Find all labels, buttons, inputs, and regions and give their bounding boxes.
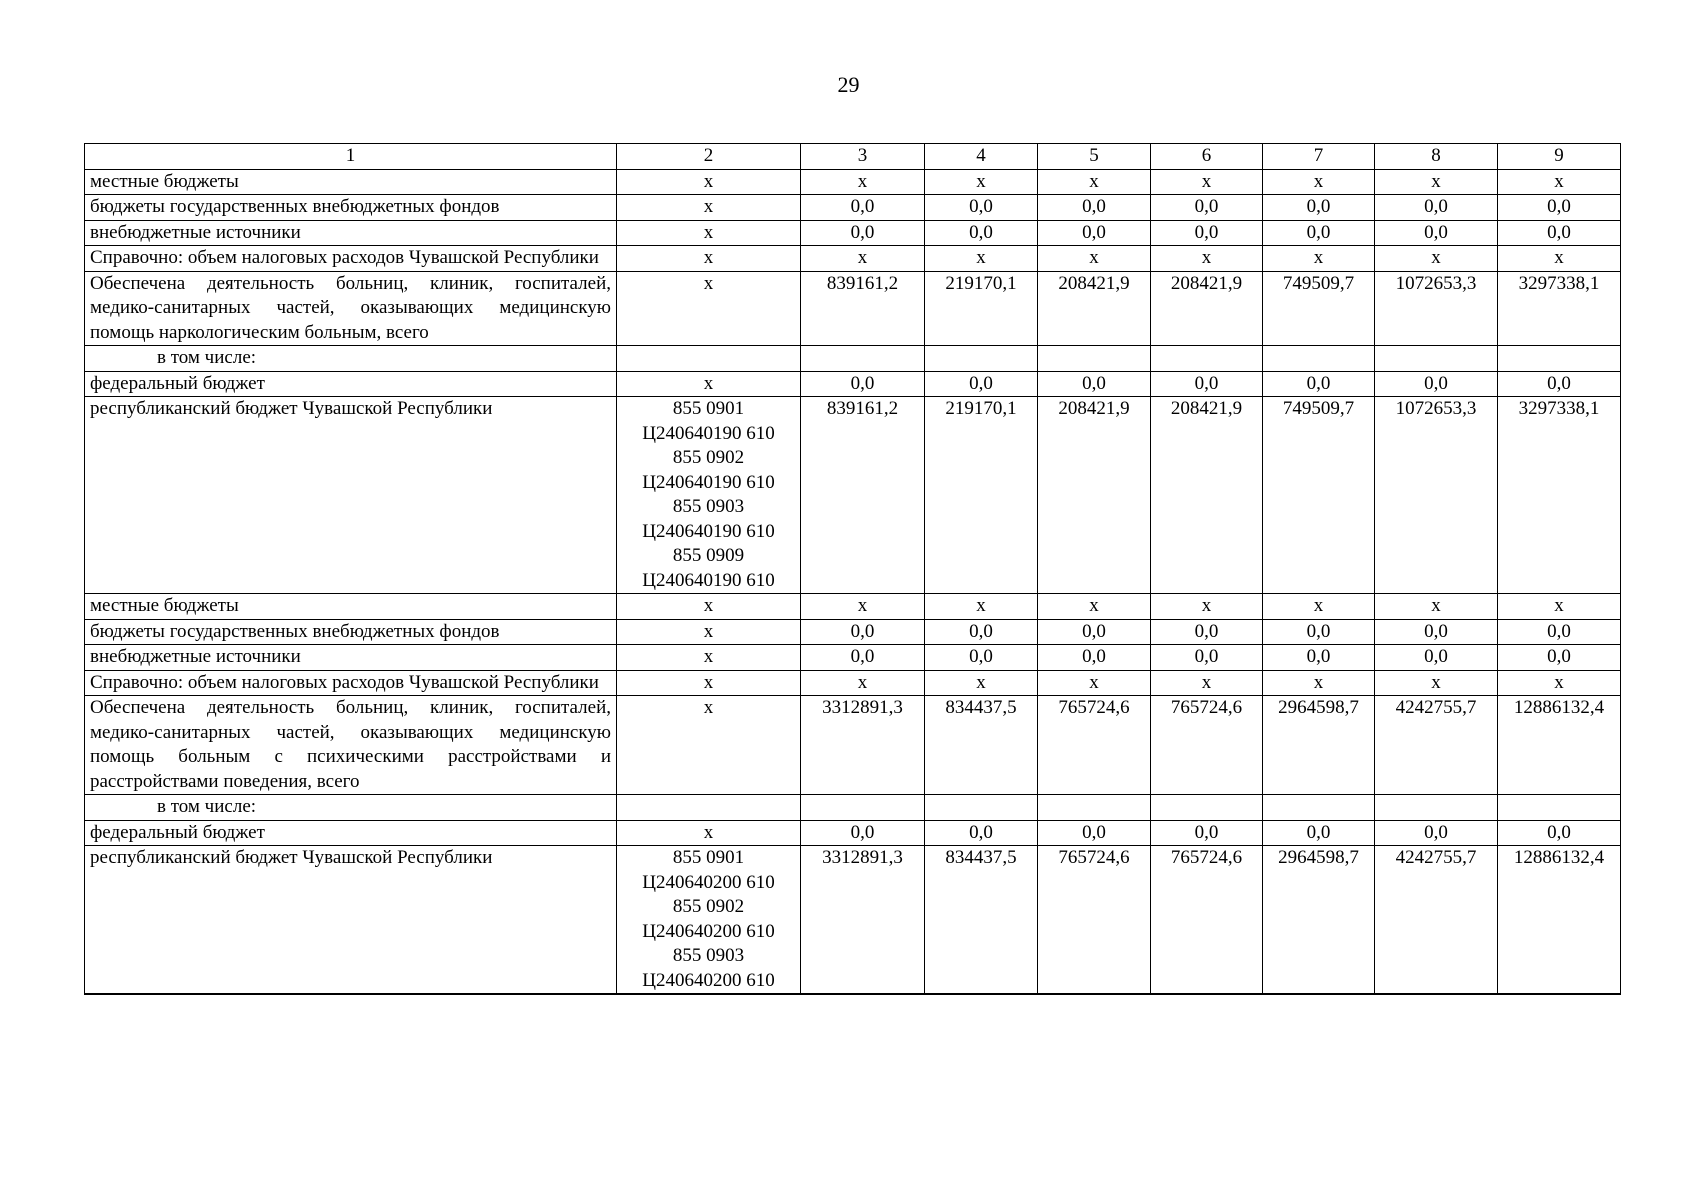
value-cell-col-3 <box>801 795 925 821</box>
value-cell-col-8: 1072653,3 <box>1375 271 1498 346</box>
value-cell-col-3: x <box>801 169 925 195</box>
budget-code: 855 0903 <box>672 945 745 966</box>
table-row <box>85 246 1621 272</box>
value-cell-col-5: 0,0 <box>1038 220 1151 246</box>
value-cell-col-6: 765724,6 <box>1151 846 1263 995</box>
budget-code: x <box>703 595 714 616</box>
budget-table-body <box>85 144 1621 995</box>
row-label: бюджеты государственных внебюджетных фондов <box>85 195 617 221</box>
budget-code-cell <box>617 169 801 195</box>
value-cell-col-8 <box>1375 795 1498 821</box>
table-row <box>85 346 1621 372</box>
column-number: 6 <box>1151 144 1263 170</box>
value-cell-col-4: 0,0 <box>925 820 1038 846</box>
value-cell-col-5 <box>1038 346 1151 372</box>
column-number-row <box>85 144 1621 170</box>
value-cell-col-9: 0,0 <box>1498 220 1621 246</box>
table-row <box>85 220 1621 246</box>
table-row <box>85 645 1621 671</box>
budget-code: x <box>703 372 714 394</box>
value-cell-col-4: x <box>925 246 1038 272</box>
value-cell-col-8: 4242755,7 <box>1375 846 1498 995</box>
value-cell-col-7: 749509,7 <box>1263 397 1375 594</box>
value-cell-col-3: 0,0 <box>801 820 925 846</box>
budget-code: x <box>703 221 714 243</box>
budget-code: x <box>703 671 714 693</box>
value-cell-col-6: 0,0 <box>1151 371 1263 397</box>
column-number: 4 <box>925 144 1038 170</box>
budget-code-cell <box>617 220 801 246</box>
row-label: в том числе: <box>85 795 617 821</box>
column-number: 7 <box>1263 144 1375 170</box>
row-label: республиканский бюджет Чувашской Республики <box>85 397 617 594</box>
value-cell-col-6: 208421,9 <box>1151 271 1263 346</box>
value-cell-col-5: 208421,9 <box>1038 397 1151 594</box>
row-label: республиканский бюджет Чувашской Республики <box>85 846 617 995</box>
value-cell-col-9: x <box>1498 246 1621 272</box>
value-cell-col-5: 0,0 <box>1038 645 1151 671</box>
value-cell-col-5 <box>1038 795 1151 821</box>
value-cell-col-8: 0,0 <box>1375 371 1498 397</box>
budget-code: 855 0909 <box>672 545 745 566</box>
table-row <box>85 195 1621 221</box>
value-cell-col-5: 765724,6 <box>1038 696 1151 795</box>
column-number: 8 <box>1375 144 1498 170</box>
value-cell-col-4: 0,0 <box>925 645 1038 671</box>
budget-code-cell <box>617 619 801 645</box>
budget-code: Ц240640190 610 <box>642 569 775 591</box>
value-cell-col-6: x <box>1151 594 1263 620</box>
budget-code-cell <box>617 397 801 594</box>
budget-code-cell <box>617 795 801 821</box>
value-cell-col-8: 4242755,7 <box>1375 696 1498 795</box>
value-cell-col-6: 0,0 <box>1151 195 1263 221</box>
budget-code: x <box>703 247 714 268</box>
value-cell-col-5: 0,0 <box>1038 195 1151 221</box>
budget-code: Ц240640200 610 <box>642 871 775 893</box>
budget-code: x <box>703 821 714 843</box>
column-number: 5 <box>1038 144 1151 170</box>
budget-code: 855 0902 <box>672 447 745 468</box>
value-cell-col-7: 2964598,7 <box>1263 696 1375 795</box>
value-cell-col-6: 208421,9 <box>1151 397 1263 594</box>
value-cell-col-7: 2964598,7 <box>1263 846 1375 995</box>
value-cell-col-5: 0,0 <box>1038 619 1151 645</box>
value-cell-col-4: 834437,5 <box>925 846 1038 995</box>
value-cell-col-9: x <box>1498 594 1621 620</box>
value-cell-col-5: 208421,9 <box>1038 271 1151 346</box>
table-row <box>85 169 1621 195</box>
value-cell-col-5: x <box>1038 169 1151 195</box>
value-cell-col-3: 0,0 <box>801 220 925 246</box>
budget-code-cell <box>617 346 801 372</box>
budget-code-cell <box>617 271 801 346</box>
value-cell-col-9: 12886132,4 <box>1498 846 1621 995</box>
value-cell-col-9: 3297338,1 <box>1498 271 1621 346</box>
budget-code: 855 0901 <box>672 398 745 419</box>
value-cell-col-4: 219170,1 <box>925 397 1038 594</box>
value-cell-col-3: x <box>801 246 925 272</box>
row-label: федеральный бюджет <box>85 820 617 846</box>
budget-code-cell <box>617 696 801 795</box>
value-cell-col-6 <box>1151 795 1263 821</box>
row-label: бюджеты государственных внебюджетных фондов <box>85 619 617 645</box>
table-row <box>85 371 1621 397</box>
value-cell-col-9 <box>1498 346 1621 372</box>
page-number: 29 <box>837 72 860 97</box>
budget-code: Ц240640190 610 <box>642 520 775 542</box>
budget-code-cell <box>617 371 801 397</box>
value-cell-col-8 <box>1375 346 1498 372</box>
budget-code: x <box>703 620 714 642</box>
value-cell-col-5: 765724,6 <box>1038 846 1151 995</box>
row-label: внебюджетные источники <box>85 220 617 246</box>
table-row <box>85 670 1621 696</box>
budget-code-cell <box>617 670 801 696</box>
budget-code: x <box>703 272 714 294</box>
budget-code: x <box>703 170 714 192</box>
row-label: Обеспечена деятельность больниц, клиник, госпиталей, медико-санитарных частей, оказывающих медицинскую помощь наркологическим больным, всего <box>85 271 617 346</box>
value-cell-col-4: 0,0 <box>925 371 1038 397</box>
value-cell-col-3 <box>801 346 925 372</box>
value-cell-col-4 <box>925 795 1038 821</box>
table-row <box>85 397 1621 594</box>
budget-code-cell <box>617 846 801 995</box>
value-cell-col-8: x <box>1375 594 1498 620</box>
budget-code-cell <box>617 820 801 846</box>
row-label: Справочно: объем налоговых расходов Чувашской Республики <box>85 246 617 272</box>
table-row <box>85 619 1621 645</box>
value-cell-col-3: 3312891,3 <box>801 846 925 995</box>
table-row <box>85 696 1621 795</box>
value-cell-col-8: x <box>1375 246 1498 272</box>
value-cell-col-3: 0,0 <box>801 195 925 221</box>
value-cell-col-8: 0,0 <box>1375 220 1498 246</box>
value-cell-col-8: 1072653,3 <box>1375 397 1498 594</box>
value-cell-col-7: 749509,7 <box>1263 271 1375 346</box>
value-cell-col-7: x <box>1263 594 1375 620</box>
value-cell-col-9: 0,0 <box>1498 619 1621 645</box>
value-cell-col-7: x <box>1263 670 1375 696</box>
value-cell-col-4: x <box>925 169 1038 195</box>
budget-code: Ц240640200 610 <box>642 920 775 942</box>
value-cell-col-4: 0,0 <box>925 195 1038 221</box>
value-cell-col-9: x <box>1498 670 1621 696</box>
value-cell-col-3: 839161,2 <box>801 271 925 346</box>
value-cell-col-9: x <box>1498 169 1621 195</box>
budget-code: Ц240640190 610 <box>642 422 775 444</box>
budget-code: Ц240640200 610 <box>642 969 775 991</box>
budget-code: x <box>703 697 714 718</box>
value-cell-col-6 <box>1151 346 1263 372</box>
value-cell-col-5: x <box>1038 246 1151 272</box>
value-cell-col-7 <box>1263 795 1375 821</box>
column-number: 9 <box>1498 144 1621 170</box>
value-cell-col-3: 0,0 <box>801 371 925 397</box>
budget-table <box>84 143 1621 995</box>
value-cell-col-7: 0,0 <box>1263 220 1375 246</box>
table-row <box>85 846 1621 995</box>
value-cell-col-7: x <box>1263 246 1375 272</box>
value-cell-col-5: x <box>1038 670 1151 696</box>
row-label: Обеспечена деятельность больниц, клиник, госпиталей, медико-санитарных частей, оказывающих медицинскую помощь больным с психическими расстройствами и расстройствами поведения, всего <box>85 696 617 795</box>
value-cell-col-5: x <box>1038 594 1151 620</box>
row-label: внебюджетные источники <box>85 645 617 671</box>
value-cell-col-6: x <box>1151 246 1263 272</box>
value-cell-col-8: 0,0 <box>1375 645 1498 671</box>
value-cell-col-6: 0,0 <box>1151 619 1263 645</box>
value-cell-col-4: x <box>925 594 1038 620</box>
row-label: федеральный бюджет <box>85 371 617 397</box>
value-cell-col-4: x <box>925 670 1038 696</box>
value-cell-col-8: 0,0 <box>1375 195 1498 221</box>
row-label: местные бюджеты <box>85 169 617 195</box>
budget-code: Ц240640190 610 <box>642 471 775 493</box>
value-cell-col-7: 0,0 <box>1263 371 1375 397</box>
value-cell-col-5: 0,0 <box>1038 820 1151 846</box>
value-cell-col-6: 0,0 <box>1151 820 1263 846</box>
value-cell-col-3: x <box>801 594 925 620</box>
budget-code-cell <box>617 195 801 221</box>
value-cell-col-9: 0,0 <box>1498 645 1621 671</box>
value-cell-col-9: 3297338,1 <box>1498 397 1621 594</box>
column-number: 3 <box>801 144 925 170</box>
value-cell-col-5: 0,0 <box>1038 371 1151 397</box>
budget-code: 855 0901 <box>672 847 745 868</box>
table-row <box>85 820 1621 846</box>
row-label: Справочно: объем налоговых расходов Чувашской Республики <box>85 670 617 696</box>
table-row <box>85 795 1621 821</box>
value-cell-col-9 <box>1498 795 1621 821</box>
value-cell-col-6: 765724,6 <box>1151 696 1263 795</box>
value-cell-col-7 <box>1263 346 1375 372</box>
value-cell-col-3: 0,0 <box>801 645 925 671</box>
value-cell-col-7: x <box>1263 169 1375 195</box>
row-label: в том числе: <box>85 346 617 372</box>
value-cell-col-9: 0,0 <box>1498 820 1621 846</box>
value-cell-col-6: x <box>1151 670 1263 696</box>
value-cell-col-8: x <box>1375 670 1498 696</box>
value-cell-col-6: 0,0 <box>1151 645 1263 671</box>
budget-code: x <box>703 196 714 217</box>
budget-code: x <box>703 646 714 667</box>
column-number: 1 <box>85 144 617 170</box>
value-cell-col-6: x <box>1151 169 1263 195</box>
value-cell-col-7: 0,0 <box>1263 645 1375 671</box>
value-cell-col-3: 839161,2 <box>801 397 925 594</box>
value-cell-col-3: 3312891,3 <box>801 696 925 795</box>
table-row <box>85 594 1621 620</box>
budget-code: 855 0902 <box>672 896 745 917</box>
row-label: местные бюджеты <box>85 594 617 620</box>
value-cell-col-3: x <box>801 670 925 696</box>
value-cell-col-4: 0,0 <box>925 220 1038 246</box>
value-cell-col-9: 12886132,4 <box>1498 696 1621 795</box>
table-row <box>85 271 1621 346</box>
budget-code-cell <box>617 246 801 272</box>
value-cell-col-9: 0,0 <box>1498 371 1621 397</box>
budget-code: 855 0903 <box>672 496 745 517</box>
budget-code-cell <box>617 594 801 620</box>
value-cell-col-9: 0,0 <box>1498 195 1621 221</box>
value-cell-col-6: 0,0 <box>1151 220 1263 246</box>
budget-code-cell <box>617 645 801 671</box>
value-cell-col-8: 0,0 <box>1375 820 1498 846</box>
value-cell-col-3: 0,0 <box>801 619 925 645</box>
value-cell-col-7: 0,0 <box>1263 619 1375 645</box>
value-cell-col-8: 0,0 <box>1375 619 1498 645</box>
value-cell-col-7: 0,0 <box>1263 195 1375 221</box>
value-cell-col-4 <box>925 346 1038 372</box>
value-cell-col-8: x <box>1375 169 1498 195</box>
column-number: 2 <box>617 144 801 170</box>
value-cell-col-7: 0,0 <box>1263 820 1375 846</box>
value-cell-col-4: 219170,1 <box>925 271 1038 346</box>
value-cell-col-4: 834437,5 <box>925 696 1038 795</box>
value-cell-col-4: 0,0 <box>925 619 1038 645</box>
